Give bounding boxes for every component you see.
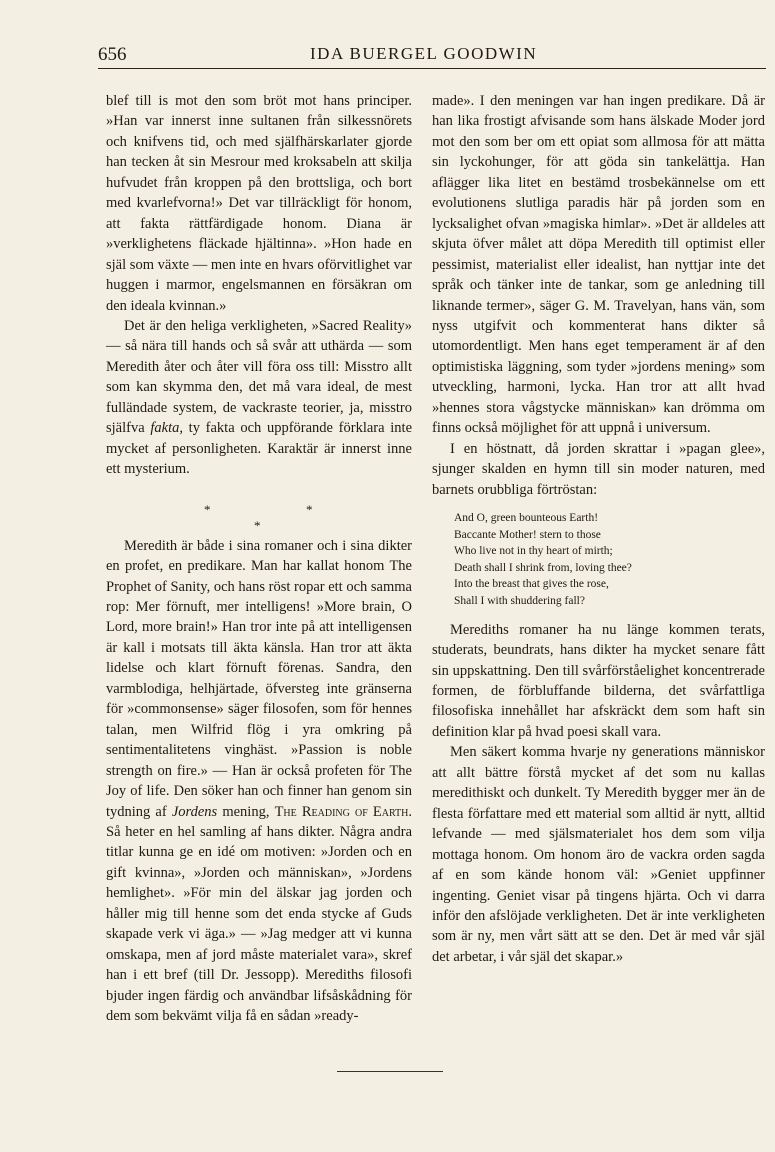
- section-break: [106, 486, 412, 534]
- book-title: The Reading of Earth: [274, 803, 409, 820]
- poem-line: Baccante Mother! stern to those: [454, 528, 601, 541]
- asterisk: *: [254, 517, 261, 533]
- poem-line: Shall I with shuddering fall?: [454, 595, 585, 608]
- text-run: Det är den heliga verkligheten, »Sacred Reality» — så nära till hands och så svår att uthärda — som Meredith åter och åter vill föra oss till: Misstro allt som kan skymma den, det må vara ideal, de mest fulländade system, de vackraste teorier, ja, misstro själfva: [106, 317, 412, 437]
- poem-line: Death shall I shrink from, loving thee?: [454, 561, 632, 574]
- page-header: [98, 42, 766, 69]
- text-run: mening,: [217, 803, 275, 820]
- paragraph: [106, 536, 412, 1027]
- poem-line: Into the breast that gives the rose,: [454, 578, 609, 591]
- asterisk: *: [204, 501, 211, 517]
- left-column: [106, 91, 412, 1026]
- emphasis: fakta,: [150, 420, 183, 437]
- poem-line: Who live not in thy heart of mirth;: [454, 545, 613, 558]
- paragraph: [106, 316, 412, 480]
- text-run: Meredith är både i sina romaner och i sina dikter en profet, en predikare. Man har kallat honom The Prophet of Sanity, och hans röst ropar ett och samma rop: Mer förnuft, mer intelligens! »More brain, O Lord, more brain!» Han tror inte på att intelligensen är kall i motsats till äkta känsla. Han tror att äkta lidelse och klart förnuft förenas. Sandra, den varmblodiga, helhjärtade, öfversteg inte gränserna för »commonsense» säger filosofen, som för hennes talan, men Wilfrid flög i yra omkring på sentimentalitetens vinghäst. »Passion is noble strength on fire.» — Han är också profeten för The Joy of life. Den söker han och finner han genom sin tydning af: [106, 537, 412, 820]
- running-title: IDA BUERGEL GOODWIN: [310, 44, 538, 63]
- paragraph: Men säkert komma hvarje ny generations människor att allt bättre förstå mycket af det som nu kallas meredithiskt och dunkelt. Ty Meredith bygger mer än de flesta författare med ett material som alltid är nytt, alltid lefvande — med själsmaterialet hos dem som vilja mottaga honom. Om honom äro de vackra orden sagda af en som kände honom väl: »Geniet uppfinner ingenting. Geniet visar på tingens hjärta. Och vi darra inför den afslöjade verkligheten. Det är inte verkligheten som är ny, men vårt sätt att se den. Det är med vår själ det arbetar, i vår själ det skapar.»: [432, 744, 765, 965]
- page-number: 656: [98, 44, 127, 65]
- paragraph: made». I den meningen var han ingen predikare. Då är han lika frostigt afvisande som hans älskade Moder jord mot den som ber om ett opiat som allmosa för att mätta sin lyckohunger, för att göda sin tankelättja. Han aflägger lika litet en bestämd trosbekännelse om ett evolutionens slutliga paradis här på jorden som en lycksalighet ofvan »magiska himlar». »Det är alldeles att skjuta öfver målet att döpa Meredith till optimist eller pessimist, materialist eller idealist, han nyttjar inte det språk och tänker inte de tankar, som ge anledning till liknande termer», säger G. M. Travelyan, hans vän, som nyss utgifvit och kommenterat hans dikter så utomordentligt. Men hans eget temperament är af den optimistiska läggning, som tyder »jordens mening» som utveckling, harmoni, lycka. Han tror att allt hvad »hennes stora vågstycke människan» kan drömma om finns också möjlighet för att uppnå i universum.: [432, 93, 765, 437]
- paragraph: I en höstnatt, då jorden skrattar i »pagan glee», sjunger skalden en hymn till sin moder naturen, med barnets orubbliga förtröstan:: [432, 440, 765, 498]
- paragraph: Merediths romaner ha nu länge kommen terats, studerats, beundrats, hans dikter ha mycket senare fått sin uppskattning. Den till svårförståelighet koncentrerade formen, de förbluffande bilderna, det svårfattliga filosofiska innehållet har afskräckt dem som haft sin definition klar på hvad poesi skall vara.: [432, 621, 765, 740]
- right-column: [432, 91, 765, 967]
- asterisk: *: [306, 501, 313, 517]
- text-run: . Så heter en hel samling af hans dikter. Några andra titlar kunna ge en idé om motiven: »Jorden och en gift kvinna», »Jorden och människan», »Jordens hemlighet». »För min del älskar jag jorden och håller mig till henne som det enda stycke af Guds skapade verk vi äga.» — »Jag medger att vi kunna omskapa, men af jord måste materialet vara», skref han i ett bref (till Dr. Jessopp). Merediths filosofi bjuder ingen färdig och användbar lifsåskådning för dem som bekvämt vilja få en sådan »ready-: [106, 803, 412, 1025]
- paragraph: blef till is mot den som bröt mot hans principer. »Han var innerst inne sultanen från silkessnörets och knifvens tid, och med själfhärskarlater gjorde han tecken åt sin Mesrour med kroksabeln att skilja hufvudet från kroppen på den brottsliga, och bort med kvarlefvorna!» Det var tillräckligt för honom, att fakta rättfärdigade honom. Diana är »verklighetens fläckade hjältinna». »Hon hade en själ som växte — men inte en hvars oförvitlighet var huggen i marmor, engelsmannen en försäkran om den ideala kvinnan.»: [106, 93, 412, 314]
- text-run: ty fakta och uppförande förklara inte mycket af personligheten. Karaktär är innerst inne ett mysterium.: [106, 420, 413, 478]
- poem-quote: [454, 510, 765, 610]
- poem-line: And O, green bounteous Earth!: [454, 512, 599, 525]
- footer-rule: [337, 1071, 443, 1072]
- emphasis: Jordens: [171, 803, 218, 820]
